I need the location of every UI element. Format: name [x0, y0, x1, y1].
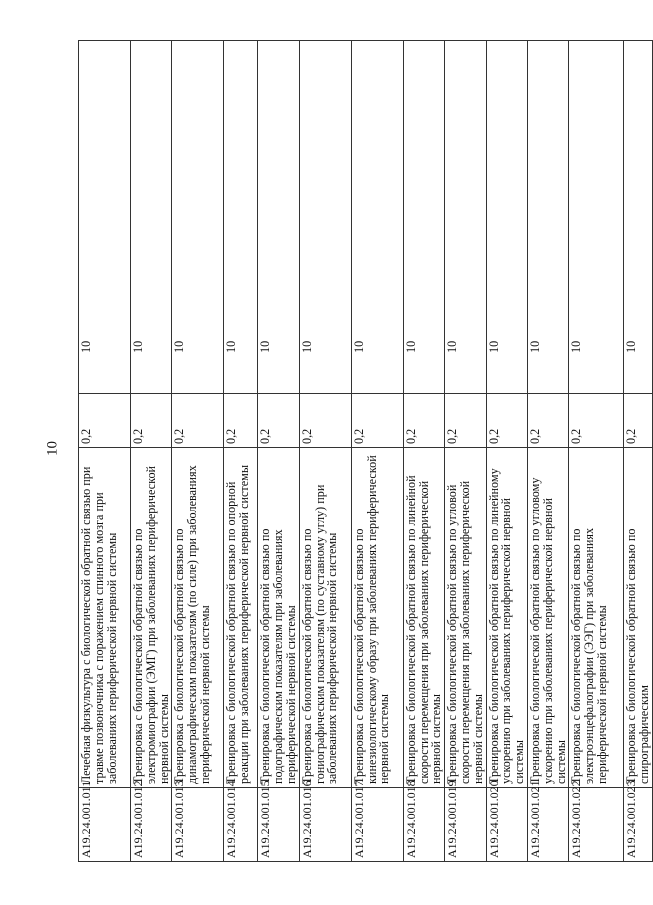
coefficient-cell: 0,2 [351, 394, 403, 448]
value-cell: 10 [131, 41, 172, 394]
value-cell: 10 [351, 41, 403, 394]
coefficient-cell: 0,2 [624, 394, 653, 448]
value-cell: 10 [486, 41, 527, 394]
service-code-cell: A19.24.001.023 [624, 788, 653, 862]
service-name-cell: Тренировка с биологической обратной связью по угловой скорости перемещения при заболеваниях периферической нервной системы [445, 448, 486, 788]
table-body [79, 41, 653, 862]
service-code-cell: A19.24.001.013 [172, 788, 224, 862]
service-code-cell: A19.24.001.020 [486, 788, 527, 862]
service-name-cell: Тренировка с биологической обратной связью по угловому ускорению при заболеваниях периферической нервной системы [527, 448, 568, 788]
value-cell: 10 [569, 41, 624, 394]
coefficient-cell: 0,2 [403, 394, 444, 448]
coefficient-cell: 0,2 [569, 394, 624, 448]
coefficient-cell: 0,2 [224, 394, 258, 448]
coefficient-cell: 0,2 [258, 394, 299, 448]
table-row [131, 41, 172, 862]
service-name-cell: Тренировка с биологической обратной связью по подографическим показателям при заболеваниях периферической нервной системы [258, 448, 299, 788]
value-cell: 10 [445, 41, 486, 394]
service-code-cell: A19.24.001.017 [351, 788, 403, 862]
page-number: 10 [44, 441, 61, 456]
table-row [172, 41, 224, 862]
service-name-cell: Тренировка с биологической обратной связью по электромиографии (ЭМГ) при заболеваниях периферической нервной системы [131, 448, 172, 788]
service-code-cell: A19.24.001.016 [299, 788, 351, 862]
table-row [79, 41, 131, 862]
value-cell: 10 [299, 41, 351, 394]
service-name-cell: Тренировка с биологической обратной связью по электроэнцефалографии (ЭЭГ) при заболеваниях периферической нервной системы [569, 448, 624, 788]
value-cell: 10 [258, 41, 299, 394]
service-name-cell: Лечебная физкультура с биологической обратной связью при травме позвоночника с поражением спинного мозга при заболеваниях периферической нервной системы [79, 448, 131, 788]
table-row [351, 41, 403, 862]
value-cell: 10 [403, 41, 444, 394]
table-row [258, 41, 299, 862]
table-row [486, 41, 527, 862]
services-table [78, 40, 653, 862]
service-name-cell: Тренировка с биологической обратной связью по линейному ускорению при заболеваниях периферической нервной системы [486, 448, 527, 788]
service-code-cell: A19.24.001.011 [79, 788, 131, 862]
table-row [569, 41, 624, 862]
value-cell: 10 [624, 41, 653, 394]
service-code-cell: A19.24.001.015 [258, 788, 299, 862]
value-cell: 10 [224, 41, 258, 394]
service-name-cell: Тренировка с биологической обратной связью по динамографическим показателям (по силе) при заболеваниях периферической нервной системы [172, 448, 224, 788]
value-cell: 10 [79, 41, 131, 394]
coefficient-cell: 0,2 [172, 394, 224, 448]
coefficient-cell: 0,2 [527, 394, 568, 448]
service-code-cell: A19.24.001.022 [569, 788, 624, 862]
service-name-cell: Тренировка с биологической обратной связью по линейной скорости перемещения при заболеваниях периферической нервной системы [403, 448, 444, 788]
rotated-table-container [78, 40, 652, 862]
service-code-cell: A19.24.001.018 [403, 788, 444, 862]
table-row [224, 41, 258, 862]
service-name-cell: Тренировка с биологической обратной связью по кинезиологическому образу при заболеваниях периферической нервной системы [351, 448, 403, 788]
coefficient-cell: 0,2 [79, 394, 131, 448]
service-code-cell: A19.24.001.014 [224, 788, 258, 862]
table-row [445, 41, 486, 862]
service-code-cell: A19.24.001.012 [131, 788, 172, 862]
value-cell: 10 [172, 41, 224, 394]
service-code-cell: A19.24.001.021 [527, 788, 568, 862]
value-cell: 10 [527, 41, 568, 394]
table-row [527, 41, 568, 862]
service-name-cell: Тренировка с биологической обратной связью по спирографическим [624, 448, 653, 788]
coefficient-cell: 0,2 [131, 394, 172, 448]
coefficient-cell: 0,2 [445, 394, 486, 448]
coefficient-cell: 0,2 [486, 394, 527, 448]
service-code-cell: A19.24.001.019 [445, 788, 486, 862]
service-name-cell: Тренировка с биологической обратной связью по гониографическим показателям (по суставному углу) при заболеваниях периферической нервной системы [299, 448, 351, 788]
table-row [299, 41, 351, 862]
service-name-cell: Тренировка с биологической обратной связью по опорной реакции при заболеваниях периферической нервной системы [224, 448, 258, 788]
coefficient-cell: 0,2 [299, 394, 351, 448]
table-row [403, 41, 444, 862]
table-row [624, 41, 653, 862]
